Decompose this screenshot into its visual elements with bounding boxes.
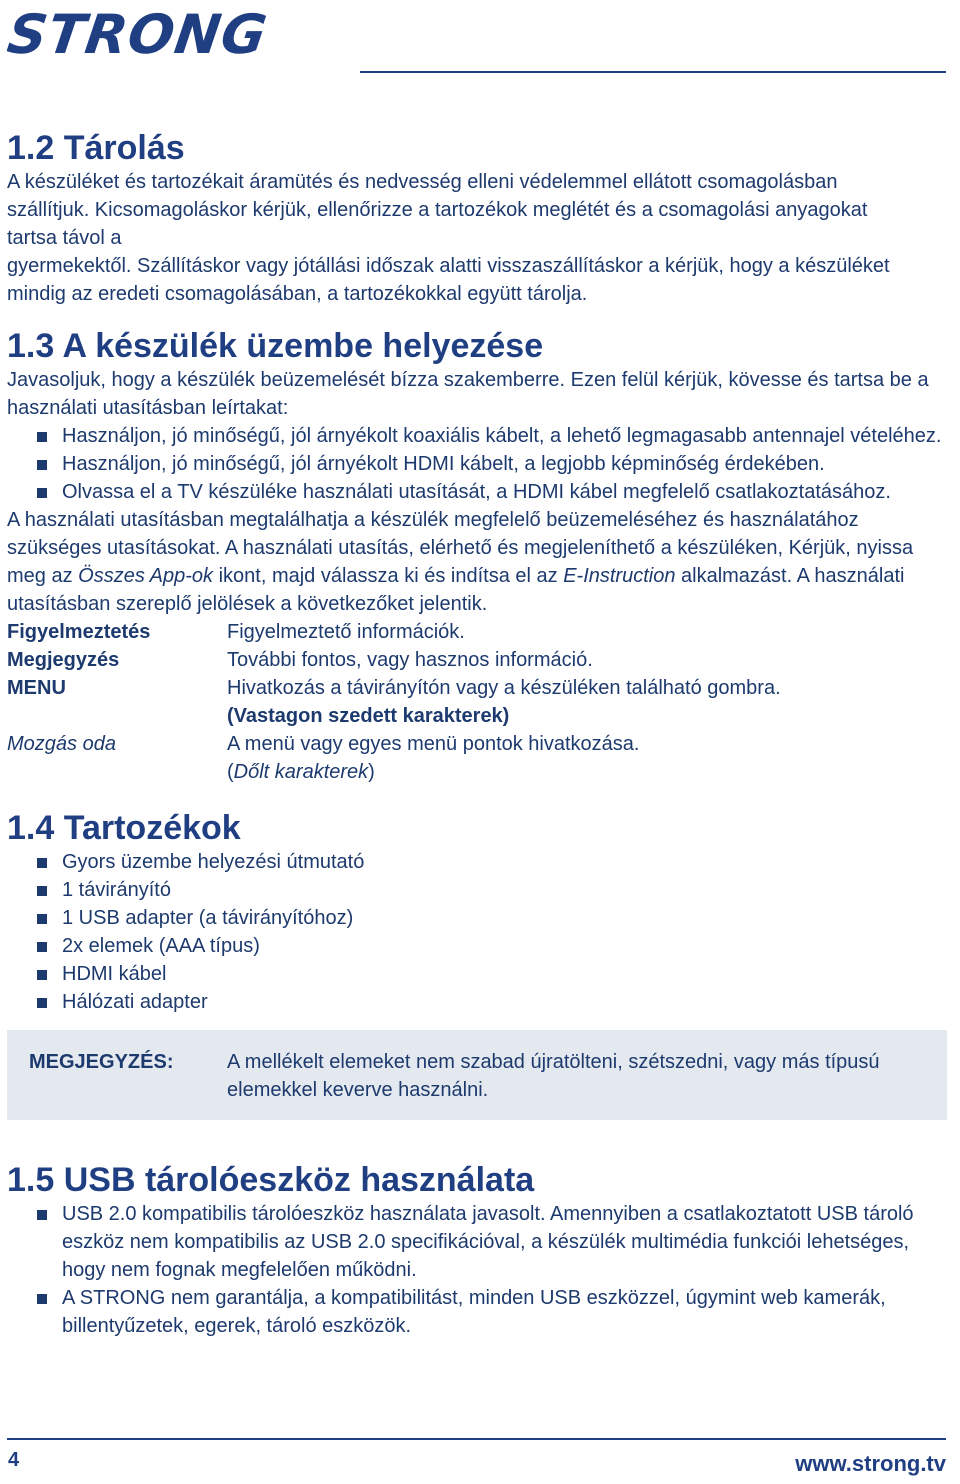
legend-row-menu: MENU Hivatkozás a távirányítón vagy a készüléken található gombra. (Vastagon szedett karakterek) <box>7 677 781 727</box>
paragraph-line: gyermekektől. Szállításkor vagy jótállási időszak alatti visszaszállításkor a kérjük, hogy a készüléket <box>7 255 890 277</box>
bullet-square-icon <box>37 942 47 952</box>
note-label: MEGJEGYZÉS: <box>29 1051 174 1073</box>
bullet-square-icon <box>37 1210 47 1220</box>
paragraph-line: szükséges utasításokat. A használati utasítás, elérhető és megjeleníthető a készüléken, Kérjük, nyissa <box>7 537 914 559</box>
legend-row-note: Megjegyzés További fontos, vagy hasznos információ. <box>7 649 593 671</box>
list-item: A STRONG nem garantálja, a kompatibilitást, minden USB eszközzel, úgymint web kamerák, billentyűzetek, egerek, tároló eszközök. <box>7 1284 947 1340</box>
paragraph-line: szállítjuk. Kicsomagoláskor kérjük, ellenőrizze a tartozékok meglétét és a csomagolási anyagokat <box>7 199 868 221</box>
bullet-list <box>7 1200 947 1340</box>
header-rule <box>360 71 946 73</box>
paragraph-line: A használati utasításban megtalálhatja a készülék megfelelő beüzemeléséhez és használatához <box>7 509 859 531</box>
bullet-square-icon <box>37 858 47 868</box>
paragraph-line: Javasoljuk, hogy a készülék beüzemelését bízza szakemberre. Ezen felül kérjük, kövesse és tartsa be a <box>7 369 929 391</box>
page-header <box>0 0 960 80</box>
legend-row-warning: Figyelmeztetés Figyelmeztető információk. <box>7 621 465 643</box>
list-item: Olvassa el a TV készüléke használati utasítását, a HDMI kábel megfelelő csatlakoztatásához. <box>7 478 947 506</box>
section-title: 1.3 A készülék üzembe helyezése <box>7 327 544 365</box>
list-item: Használjon, jó minőségű, jól árnyékolt HDMI kábelt, a legjobb képminőség érdekében. <box>7 450 947 478</box>
paragraph-line: mindig az eredeti csomagolásában, a tartozékokkal együtt tárolja. <box>7 283 588 305</box>
paragraph-line: használati utasításban leírtakat: <box>7 397 289 419</box>
paragraph-line: meg az Összes App-ok ikont, majd válassza ki és indítsa el az E-Instruction alkalmazást. A használati <box>7 565 905 587</box>
legend-row-move: Mozgás oda A menü vagy egyes menü pontok hivatkozása. (Dőlt karakterek) <box>7 733 640 783</box>
bullet-list <box>7 422 947 506</box>
page-number: 4 <box>8 1449 20 1471</box>
section-usb-storage <box>7 1160 947 1340</box>
footer-rule <box>7 1438 946 1440</box>
strong-logo: STRONG <box>3 3 272 66</box>
bullet-square-icon <box>37 432 47 442</box>
section-installation <box>7 326 947 786</box>
list-item: HDMI kábel <box>7 960 947 988</box>
note-box <box>7 1030 947 1120</box>
bullet-square-icon <box>37 1294 47 1304</box>
list-item: 1 USB adapter (a távirányítóhoz) <box>7 904 947 932</box>
bullet-square-icon <box>37 886 47 896</box>
section-title: 1.5 USB tárolóeszköz használata <box>7 1161 535 1199</box>
website-link[interactable]: www.strong.tv <box>795 1451 946 1476</box>
bullet-square-icon <box>37 998 47 1008</box>
paragraph-line: tartsa távol a <box>7 227 122 249</box>
section-accessories <box>7 808 947 1120</box>
page-content <box>7 128 947 1340</box>
section-title: 1.4 Tartozékok <box>7 809 241 847</box>
paragraph-line: utasításban szereplő jelölések a következőket jelentik. <box>7 593 488 615</box>
bullet-square-icon <box>37 970 47 980</box>
bullet-square-icon <box>37 488 47 498</box>
note-text: A mellékelt elemeket nem szabad újratölteni, szétszedni, vagy más típusú elemekkel keverve használni. <box>227 1051 880 1101</box>
section-storage <box>7 128 947 308</box>
list-item: USB 2.0 kompatibilis tárolóeszköz használata javasolt. Amennyiben a csatlakoztatott USB tároló eszköz nem kompatibilis az USB 2.0 specifikációval, a készülék multimédia funkciói lehetséges, hogy nem fognak megfelelően működni. <box>7 1200 947 1284</box>
bullet-square-icon <box>37 460 47 470</box>
list-item: 2x elemek (AAA típus) <box>7 932 947 960</box>
list-item: Használjon, jó minőségű, jól árnyékolt koaxiális kábelt, a lehető legmagasabb antennajel vételéhez. <box>7 422 947 450</box>
bullet-square-icon <box>37 914 47 924</box>
list-item: 1 távirányító <box>7 876 947 904</box>
paragraph-line: A készüléket és tartozékait áramütés és nedvesség elleni védelemmel ellátott csomagolásban <box>7 171 838 193</box>
list-item: Hálózati adapter <box>7 988 947 1016</box>
accessory-list <box>7 848 947 1016</box>
legend-table <box>7 618 947 786</box>
list-item: Gyors üzembe helyezési útmutató <box>7 848 947 876</box>
section-title: 1.2 Tárolás <box>7 129 185 167</box>
